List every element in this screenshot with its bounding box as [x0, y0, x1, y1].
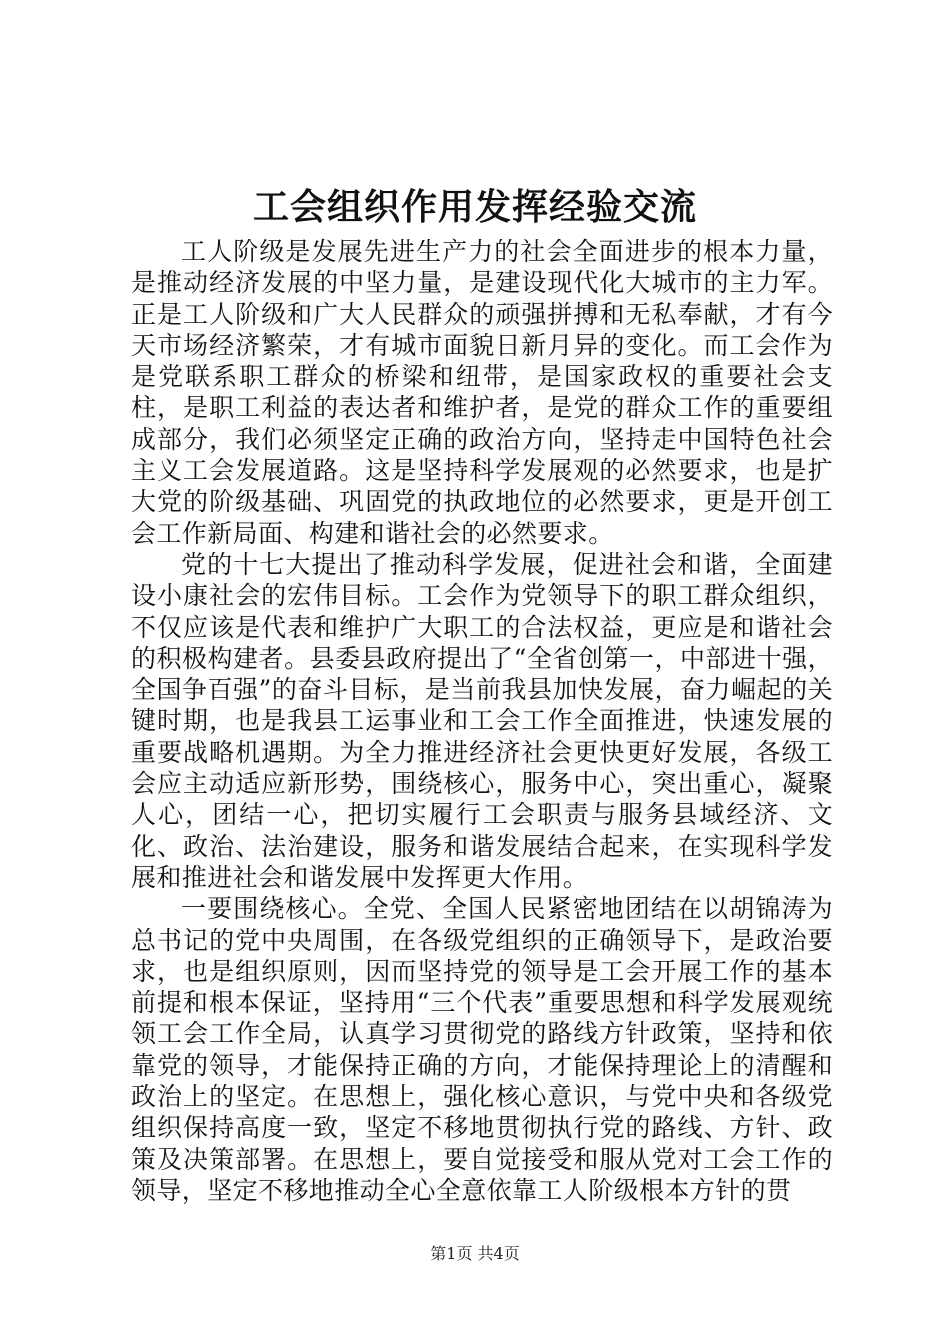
- paragraph-3: 一要围绕核心。全党、全国人民紧密地团结在以胡锦涛为总书记的党中央周围，在各级党组织的正确领导下，是政治要求，也是组织原则，因而坚持党的领导是工会开展工作的基本前提和根本保证，坚持用“三个代表”重要思想和科学发展观统领工会工作全局，认真学习贯彻党的路线方针政策，坚持和依靠党的领导，才能保持正确的方向，才能保持理论上的清醒和政治上的坚定。在思想上，强化核心意识，与党中央和各级党组织保持高度一致，坚定不移地贯彻执行党的路线、方针、政策及决策部署。在思想上，要自觉接受和服从党对工会工作的领导，坚定不移地推动全心全意依靠工人阶级根本方针的贯: [131, 894, 833, 1205]
- page-number-footer: 第1页 共4页: [430, 1244, 520, 1263]
- document-body: [131, 236, 833, 1206]
- paragraph-2: 党的十七大提出了推动科学发展，促进社会和谐，全面建设小康社会的宏伟目标。工会作为党领导下的职工群众组织，不仅应该是代表和维护广大职工的合法权益，更应是和谐社会的积极构建者。县委县政府提出了“全省创第一，中部进十强，全国争百强”的奋斗目标，是当前我县加快发展，奋力崛起的关键时期，也是我县工运事业和工会工作全面推进，快速发展的重要战略机遇期。为全力推进经济社会更快更好发展，各级工会应主动适应新形势，围绕核心，服务中心，突出重心，凝聚人心，团结一心，把切实履行工会职责与服务县域经济、文化、政治、法治建设，服务和谐发展结合起来，在实现科学发展和推进社会和谐发展中发挥更大作用。: [131, 549, 833, 892]
- paragraph-1: 工人阶级是发展先进生产力的社会全面进步的根本力量，是推动经济发展的中坚力量，是建设现代化大城市的主力军。正是工人阶级和广大人民群众的顽强拼搏和无私奉献，才有今天市场经济繁荣，才有城市面貌日新月异的变化。而工会作为是党联系职工群众的桥梁和纽带，是国家政权的重要社会支柱，是职工利益的表达者和维护者，是党的群众工作的重要组成部分，我们必须坚定正确的政治方向，坚持走中国特色社会主义工会发展道路。这是坚持科学发展观的必然要求，也是扩大党的阶级基础、巩固党的执政地位的必然要求，更是开创工会工作新局面、构建和谐社会的必然要求。: [131, 237, 833, 548]
- document-title: 工会组织作用发挥经验交流: [252, 186, 697, 228]
